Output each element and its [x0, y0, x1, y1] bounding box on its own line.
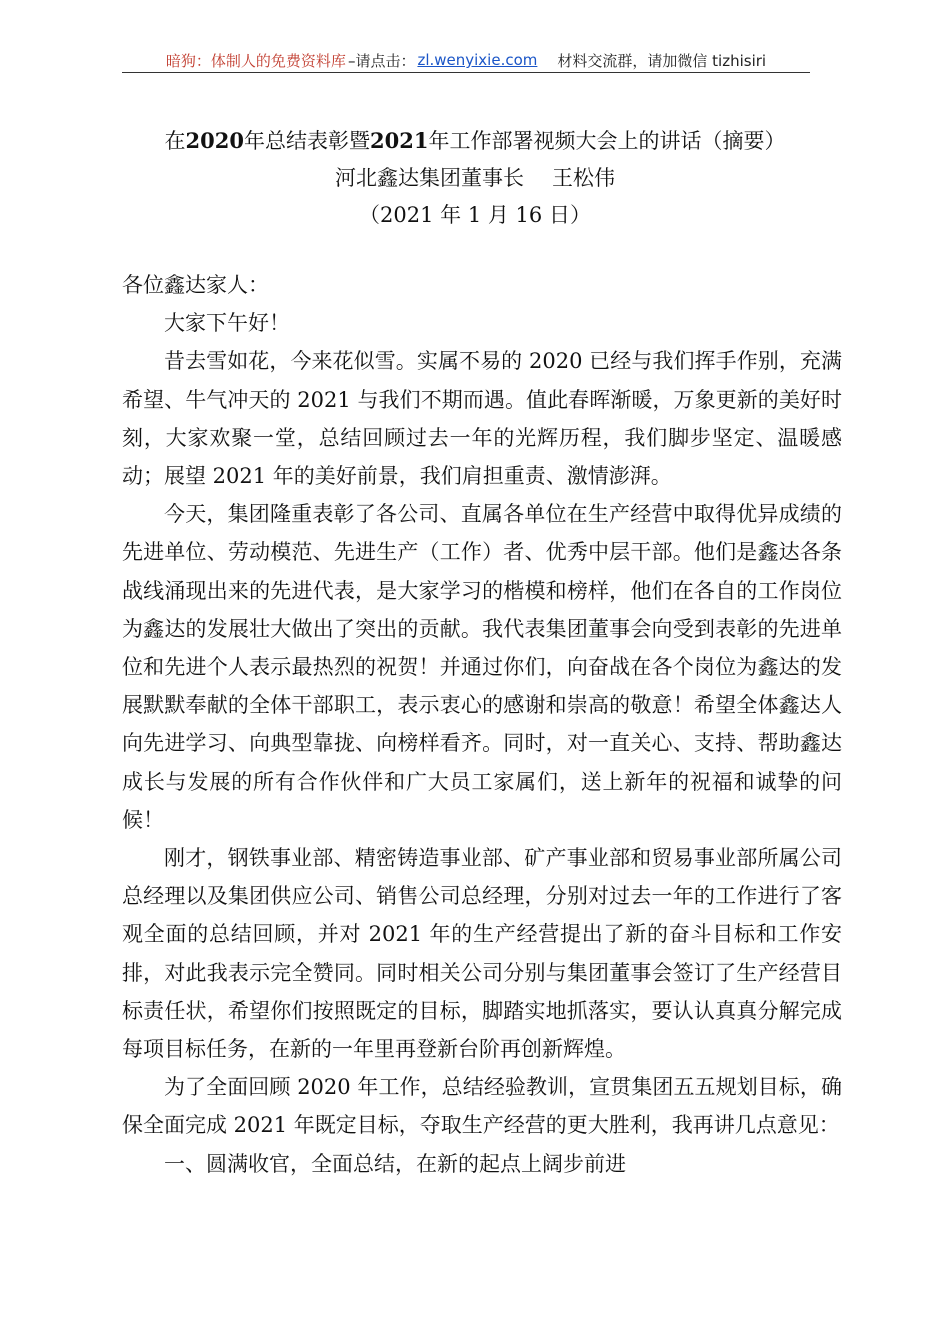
section-heading-1: 一、圆满收官，全面总结，在新的起点上阔步前进 [164, 1151, 626, 1176]
paragraph-opening: 昔去雪如花，今来花似雪。实属不易的 2020 已经与我们挥手作别，充满希望、牛气冲天的 2021 与我们不期而遇。值此春晖渐暖，万象更新的美好时刻，大家欢聚一堂，总结回顾过去一年的光辉历程，我们脚步坚定、温暖感动；展望 2021 年的美好前景，我们肩担重责、激情澎湃。 [122, 349, 842, 489]
paragraph-review: 刚才，钢铁事业部、精密铸造事业部、矿产事业部和贸易事业部所属公司总经理以及集团供应公司、销售公司总经理，分别对过去一年的工作进行了客观全面的总结回顾，并对 2021 年的生产经营提出了新的奋斗目标和工作安排，对此我表示完全赞同。同时相关公司分别与集团董事会签订了生产经营目标责任状，希望你们按照既定的目标，脚踏实地抓落实，要认认真真分解完成每项目标任务，在新的一年里再登新台阶再创新辉煌。 [122, 846, 842, 1062]
header-brand: 暗狗：体制人的免费资料库 [165, 51, 346, 70]
title-post: 年工作部署视频大会上的讲话（摘要） [428, 129, 786, 153]
header-divider [122, 72, 810, 73]
author-line [120, 160, 830, 197]
page-header [122, 48, 810, 72]
title-pre: 在 [164, 129, 186, 153]
author-org: 河北鑫达集团董事长 [335, 166, 524, 190]
title-block [120, 122, 830, 234]
header-wechat-note: 材料交流群，请加微信 tizhisiri [557, 51, 767, 70]
title-year-2021: 2021 [370, 128, 429, 153]
paragraph-greeting: 大家下午好！ [164, 311, 290, 336]
author-name: 王松伟 [552, 166, 615, 190]
speech-body [122, 266, 842, 1183]
speech-date: （2021 年 1 月 16 日） [359, 203, 591, 227]
header-prompt: –请点击： [347, 51, 416, 70]
document-title [120, 122, 830, 160]
header-link[interactable]: zl.wenyixie.com [417, 51, 538, 69]
paragraph-commendation: 今天，集团隆重表彰了各公司、直属各单位在生产经营中取得优异成绩的先进单位、劳动模范、先进生产（工作）者、优秀中层干部。他们是鑫达各条战线涌现出来的先进代表，是大家学习的楷模和榜样，他们在各自的工作岗位为鑫达的发展壮大做出了突出的贡献。我代表集团董事会向受到表彰的先进单位和先进个人表示最热烈的祝贺！并通过你们，向奋战在各个岗位为鑫达的发展默默奉献的全体干部职工，表示衷心的感谢和崇高的敬意！希望全体鑫达人向先进学习、向典型靠拢、向榜样看齐。同时，对一直关心、支持、帮助鑫达成长与发展的所有合作伙伴和广大员工家属们，送上新年的祝福和诚挚的问候！ [122, 502, 842, 832]
title-mid: 年总结表彰暨 [244, 129, 370, 153]
title-year-2020: 2020 [185, 128, 244, 153]
paragraph-intro-points: 为了全面回顾 2020 年工作，总结经验教训，宣贯集团五五规划目标，确保全面完成 2021 年既定目标，夺取生产经营的更大胜利，我再讲几点意见： [122, 1075, 842, 1138]
salutation: 各位鑫达家人： [122, 273, 269, 297]
